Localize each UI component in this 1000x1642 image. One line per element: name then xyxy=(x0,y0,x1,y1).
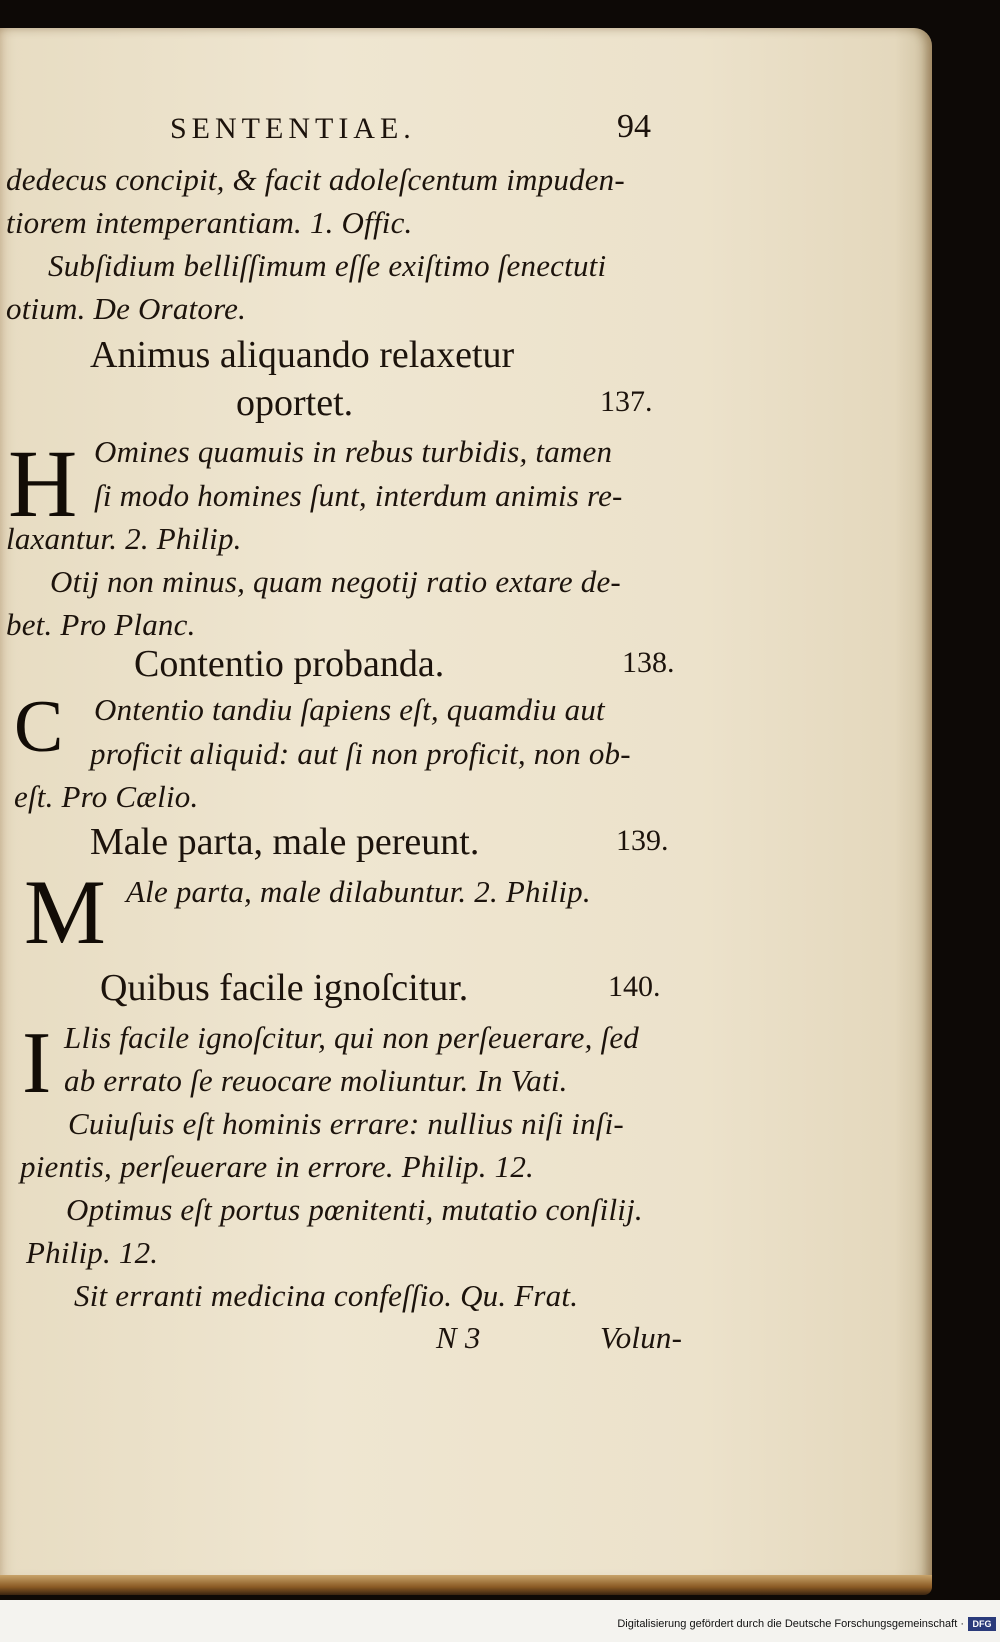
text-line: dedecus concipit, & facit adoleſcentum impuden- xyxy=(6,162,625,197)
section-number: 137. xyxy=(600,385,653,418)
text-line: Cuiuſuis eſt hominis errare: nullius niſi inſi- xyxy=(68,1106,624,1141)
section-number: 138. xyxy=(622,646,675,679)
running-head-title: SENTENTIAE. xyxy=(170,112,416,145)
section-heading: oportet. xyxy=(236,382,354,424)
text-line: Philip. 12. xyxy=(26,1235,159,1270)
section-heading: Male parta, male pereunt. xyxy=(90,821,480,863)
drop-cap: C xyxy=(14,686,64,768)
section-number: 139. xyxy=(616,824,669,857)
text-line: Llis facile ignoſcitur, qui non perſeuerare, ſed xyxy=(64,1020,640,1055)
text-line: ab errato ſe reuocare moliuntur. In Vati. xyxy=(64,1063,568,1098)
page-number: 94 xyxy=(617,108,651,145)
text-line: Omines quamuis in rebus turbidis, tamen xyxy=(94,434,613,469)
drop-cap: M xyxy=(24,861,106,963)
section-heading: Contentio probanda. xyxy=(134,643,445,685)
dfg-logo: DFG xyxy=(968,1617,996,1631)
drop-cap: H xyxy=(8,430,78,537)
footer-bar xyxy=(0,1612,1000,1642)
text-line: Otij non minus, quam negotij ratio extare de- xyxy=(50,564,621,599)
text-line: Optimus eſt portus pœnitenti, mutatio conſilij. xyxy=(66,1192,643,1227)
text-line: bet. Pro Planc. xyxy=(6,607,196,642)
text-line: pientis, perſeuerare in errore. Philip. 12. xyxy=(20,1149,534,1184)
text-line: otium. De Oratore. xyxy=(6,291,247,326)
page-edge xyxy=(0,1575,932,1595)
book-page xyxy=(0,28,932,1593)
signature-mark: N 3 xyxy=(436,1320,481,1355)
drop-cap: I xyxy=(22,1015,52,1112)
text-line: tiorem intemperantiam. 1. Offic. xyxy=(6,205,413,240)
text-line: Ontentio tandiu ſapiens eſt, quamdiu aut xyxy=(94,692,605,727)
text-line: Sit erranti medicina confeſſio. Qu. Frat. xyxy=(74,1278,579,1313)
section-heading: Quibus facile ignoſcitur. xyxy=(100,967,469,1009)
text-line: eſt. Pro Cælio. xyxy=(14,779,199,814)
text-line: proficit aliquid: aut ſi non proficit, non ob- xyxy=(90,736,631,771)
catchword: Volun- xyxy=(600,1320,683,1355)
section-number: 140. xyxy=(608,970,661,1003)
text-line: Subſidium belliſſimum eſſe exiſtimo ſenectuti xyxy=(48,248,607,283)
text-line: laxantur. 2. Philip. xyxy=(6,521,242,556)
text-line: ſi modo homines ſunt, interdum animis re- xyxy=(94,478,623,513)
section-heading: Animus aliquando relaxetur xyxy=(90,334,515,376)
text-line: Ale parta, male dilabuntur. 2. Philip. xyxy=(126,874,591,909)
funding-credit: Digitalisierung gefördert durch die Deutsche Forschungsgemeinschaft · xyxy=(617,1618,964,1630)
